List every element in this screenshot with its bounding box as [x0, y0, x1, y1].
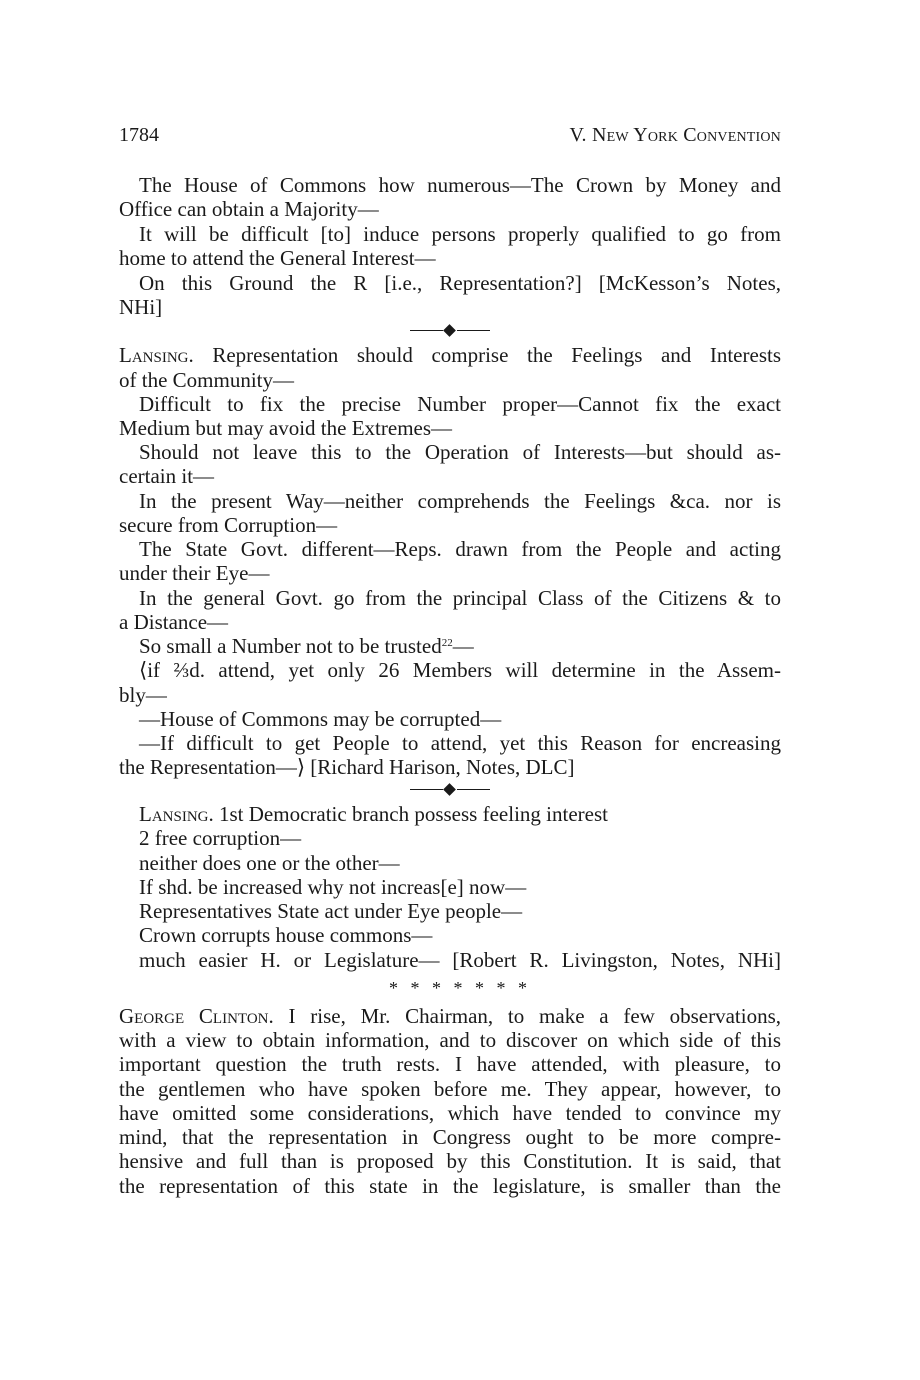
text-line: Difficult to fix the precise Number proper—Cannot fix the exact [139, 392, 781, 416]
text-line: —If difficult to get People to attend, yet this Reason for encreasing [139, 731, 781, 755]
text-line: certain it— [119, 464, 215, 488]
text-line: have omitted some considerations, which have tended to convince my [119, 1101, 781, 1125]
footnote-ref: 22 [441, 637, 453, 649]
text-line: ⟨if ⅔d. attend, yet only 26 Members will determine in the Assem- [139, 658, 781, 682]
text-line: On this Ground the R [i.e., Representation?] [McKesson’s Notes, [139, 271, 781, 295]
page-number: 1784 [119, 124, 159, 146]
text-line: important question the truth rests. I have attended, with pleasure, to [119, 1052, 781, 1076]
text-line: a Distance— [119, 610, 229, 634]
text-line: The State Govt. different—Reps. drawn from the People and acting [139, 537, 781, 561]
speaker-name: George Clinton [119, 1004, 269, 1028]
section-separator-stars: * * * * * * * [389, 978, 531, 998]
speaker-name: Lansing [139, 802, 209, 826]
text-line: In the present Way—neither comprehends the Feelings &ca. nor is [139, 489, 781, 513]
text-line: the Representation—⟩ [Richard Harison, Notes, DLC] [119, 755, 575, 779]
text-line: Representatives State act under Eye people— [139, 899, 523, 923]
speaker-name: Lansing [119, 343, 189, 367]
section-ornament [410, 325, 490, 337]
text-line: neither does one or the other— [139, 851, 400, 875]
text-line: home to attend the General Interest— [119, 246, 436, 270]
text-line: So small a Number not to be trusted$^{22}$— [139, 634, 474, 658]
text-line: Office can obtain a Majority— [119, 197, 379, 221]
text-line: —House of Commons may be corrupted— [139, 707, 502, 731]
text-line: secure from Corruption— [119, 513, 338, 537]
text-line: the representation of this state in the legislature, is smaller than the [119, 1174, 781, 1198]
text-line: The House of Commons how numerous—The Crown by Money and [139, 173, 781, 197]
text-line: of the Community— [119, 368, 294, 392]
text-line: If shd. be increased why not increas[e] now— [139, 875, 527, 899]
text-line: George Clinton. I rise, Mr. Chairman, to make a few observations, [119, 1004, 782, 1028]
text-line: with a view to obtain information, and to discover on which side of this [119, 1028, 781, 1052]
text-line: much easier H. or Legislature— [Robert R. Livingston, Notes, NHi] [139, 948, 781, 972]
text-line: hensive and full than is proposed by this Constitution. It is said, that [119, 1149, 781, 1173]
text-line: under their Eye— [119, 561, 270, 585]
text-line: NHi] [119, 295, 163, 319]
text-line: Crown corrupts house commons— [139, 923, 433, 947]
text-line: mind, that the representation in Congress ought to be more compre- [119, 1125, 781, 1149]
text-line: bly— [119, 683, 167, 707]
text-line: Lansing. 1st Democratic branch possess feeling interest [139, 802, 608, 826]
text-line: Lansing. Representation should comprise the Feelings and Interests [119, 343, 781, 367]
text-line: Medium but may avoid the Extremes— [119, 416, 453, 440]
text-line: Should not leave this to the Operation of Interests—but should as- [139, 440, 781, 464]
text-line: 2 free corruption— [139, 826, 302, 850]
running-header [119, 124, 781, 150]
text-line: the gentlemen who have spoken before me. They appear, however, to [119, 1077, 781, 1101]
text-line: It will be difficult [to] induce persons properly qualified to go from [139, 222, 781, 246]
section-ornament [410, 784, 490, 796]
running-head-title: V. New York Convention [569, 124, 781, 146]
text-line: In the general Govt. go from the principal Class of the Citizens & to [139, 586, 781, 610]
